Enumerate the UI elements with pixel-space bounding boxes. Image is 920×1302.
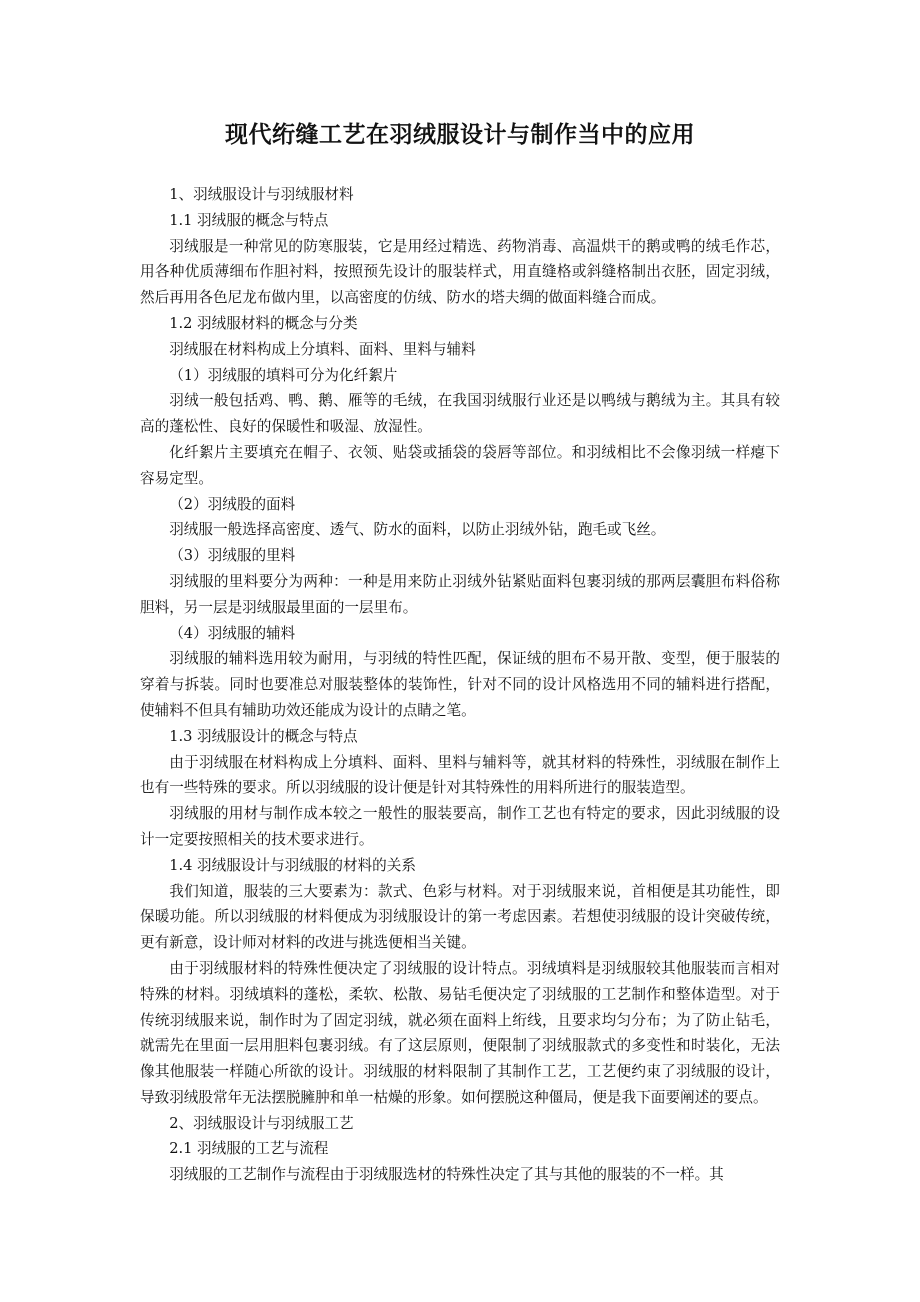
paragraph: 由于羽绒服材料的特殊性便决定了羽绒服的设计特点。羽绒填料是羽绒服较其他服装而言相对特殊的材料。羽绒填料的蓬松，柔软、松散、易钻毛便决定了羽绒服的工艺制作和整体造型。对于传统羽绒服来说，制作时为了固定羽绒，就必须在面料上绗线，且要求均匀分布；为了防止钻毛，就需先在里面一层用胆料包裹羽绒。有了这层原则，便限制了羽绒服款式的多变性和时装化，无法像其他服装一样随心所欲的设计。羽绒服的材料限制了其制作工艺，工艺便约束了羽绒服的设计，导致羽绒股常年无法摆脱臃肿和单一枯燥的形象。如何摆脱这种僵局，便是我下面要阐述的要点。 (140, 959, 780, 1106)
subsection-heading: 1.2 羽绒服材料的概念与分类 (169, 314, 358, 332)
paragraph: 羽绒服是一种常见的防寒服装，它是用经过精选、药物消毒、高温烘干的鹅或鸭的绒毛作芯，用各种优质薄细布作胆衬料，按照预先设计的服装样式，用直缝格或斜缝格制出衣胚，固定羽绒，然后再用各色尼龙布做内里，以高密度的仿绒、防水的塔夫绸的做面料缝合而成。 (140, 237, 780, 307)
paragraph: 化纤絮片主要填充在帽子、衣领、贴袋或插袋的袋唇等部位。和羽绒相比不会像羽绒一样瘪下容易定型。 (140, 443, 780, 487)
paragraph: 羽绒服的里料要分为两种：一种是用来防止羽绒外钻紧贴面料包裹羽绒的那两层囊胆布料俗称胆料，另一层是羽绒服最里面的一层里布。 (140, 572, 780, 616)
paragraph: 羽绒服的用材与制作成本较之一般性的服装要高，制作工艺也有特定的要求，因此羽绒服的设计一定要按照相关的技术要求进行。 (140, 805, 780, 848)
item-heading: （1）羽绒服的填料可分为化纤絮片 (169, 366, 398, 384)
paragraph: 羽绒服在材料构成上分填料、面料、里料与辅料 (169, 340, 476, 358)
document-body (140, 182, 780, 1188)
subsection-heading: 2.1 羽绒服的工艺与流程 (169, 1140, 329, 1158)
item-heading: （4）羽绒服的辅料 (169, 624, 296, 642)
item-heading: （2）羽绒股的面料 (169, 495, 296, 513)
subsection-heading: 1.3 羽绒服设计的概念与特点 (169, 727, 358, 745)
document-title: 现代绗缝工艺在羽绒服设计与制作当中的应用 (225, 122, 695, 148)
subsection-heading: 1.4 羽绒服设计与羽绒服的材料的关系 (169, 856, 416, 874)
paragraph: 羽绒一般包括鸡、鸭、鹅、雁等的毛绒，在我国羽绒服行业还是以鸭绒与鹅绒为主。其具有较高的蓬松性、良好的保暖性和吸湿、放湿性。 (140, 392, 780, 436)
section-heading: 2、羽绒服设计与羽绒服工艺 (169, 1114, 354, 1132)
paragraph: 羽绒服的工艺制作与流程由于羽绒服选材的特殊性决定了其与其他的服装的不一样。其 (169, 1166, 724, 1184)
item-heading: （3）羽绒服的里料 (169, 547, 296, 565)
section-heading: 1、羽绒服设计与羽绒服材料 (169, 186, 354, 203)
paragraph: 羽绒服一般选择高密度、透气、防水的面料，以防止羽绒外钻，跑毛或飞丝。 (169, 521, 666, 539)
subsection-heading: 1.1 羽绒服的概念与特点 (169, 211, 329, 229)
paragraph: 由于羽绒服在材料构成上分填料、面料、里料与辅料等，就其材料的特殊性，羽绒服在制作上也有一些特殊的要求。所以羽绒服的设计便是针对其特殊性的用料所进行的服装造型。 (140, 753, 780, 797)
paragraph: 羽绒服的辅料选用较为耐用，与羽绒的特性匹配，保证绒的胆布不易开散、变型，便于服装的穿着与拆装。同时也要准总对服装整体的装饰性，针对不同的设计风格选用不同的辅料进行搭配，使辅料不但具有辅助功效还能成为设计的点睛之笔。 (140, 650, 780, 719)
paragraph: 我们知道，服装的三大要素为：款式、色彩与材料。对于羽绒服来说，首相便是其功能性，即保暖功能。所以羽绒服的材料便成为羽绒服设计的第一考虑因素。若想使羽绒服的设计突破传统，更有新意，设计师对材料的改进与挑选便相当关键。 (140, 882, 780, 952)
